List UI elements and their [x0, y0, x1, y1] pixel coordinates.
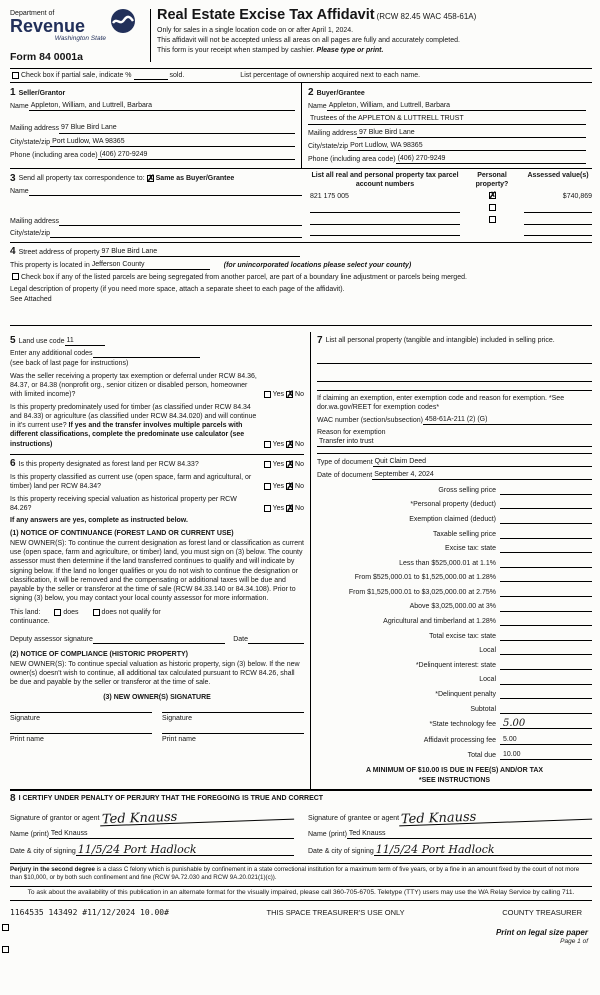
tax-row-label: Excise tax: state: [445, 545, 496, 553]
additional-codes-field[interactable]: [93, 350, 201, 358]
section-7: [310, 332, 592, 789]
grantee-print-field[interactable]: Ted Knauss: [347, 829, 592, 839]
seller-name-field[interactable]: Appleton, William, and Luttrell, Barbara: [29, 101, 295, 111]
parcel-number-2[interactable]: [310, 205, 460, 213]
parcel-row-1: [310, 192, 592, 201]
signature-label-2: Signature: [162, 714, 192, 722]
form-header: [10, 6, 592, 64]
s6q3-no-label: No: [295, 504, 304, 512]
section-6-number: 6: [10, 457, 16, 469]
print-name-label-2: Print name: [162, 735, 196, 743]
tax-row-value[interactable]: 10.00: [500, 750, 592, 760]
perjury-rest: is a class C felony which is punishable by confinement in a state correctional institution for a maximum term of five years, or by a fine in an amount fixed by the court of not more than $10,000, or by both such confinement and fine (RCW 9A.72.030 and RCW 9A.20.021(1)(c)).: [10, 865, 580, 882]
instruction-line-1: Only for sales in a single location code on or after April 1, 2024.: [157, 26, 354, 34]
same-as-buyer-label: Same as Buyer/Grantee: [155, 175, 235, 183]
form-number: Form 84 0001a: [10, 50, 83, 63]
tax-row: [317, 559, 592, 568]
notice-continuance-body: NEW OWNER(S): To continue the current designation as forest land or classification as current use (open space, farm and agriculture, or timber) land, you must sign on (3) below. The county assessor must then determine if the land transferred continues to qualify and will indicate by signing below. If the land no longer qualifies or you do not wish to continue the designation or classification, it will be removed and the compensating or additional taxes will be due and payable by the seller or transferor at the time of sale (RCW 84.33.140 or 84.34.108). Prior to signing (3) below, you may contact your local county assessor for more information.: [10, 540, 304, 602]
tax-row-label: Agricultural and timberland at 1.28%: [383, 618, 496, 626]
instruction-line-3: [157, 46, 592, 55]
tax-row: [317, 719, 592, 729]
type-of-document-label: Type of document: [317, 459, 373, 467]
grantee-date-city-field[interactable]: 11/5/24 Port Hadlock: [374, 845, 592, 856]
county-treasurer-label: COUNTY TREASURER: [502, 907, 582, 917]
left-column: [10, 332, 310, 789]
tax-row-label: From $1,525,000.01 to $3,025,000.00 at 2.75%: [348, 588, 496, 596]
personal-property-checkbox-1[interactable]: [489, 192, 496, 199]
assessed-value-3[interactable]: [524, 217, 592, 225]
parcel-number-1[interactable]: 821 175 005: [310, 193, 349, 201]
buyer-name-label: Name: [308, 103, 327, 111]
tax-row-value[interactable]: [500, 487, 592, 495]
notice-continuance-title: (1) NOTICE OF CONTINUANCE (FOREST LAND OR CURRENT USE): [10, 530, 234, 538]
reason-exemption-label: Reason for exemption: [317, 428, 386, 436]
section-2-buyer: [301, 83, 592, 167]
seller-buyer-sections: [10, 83, 592, 168]
timber-agriculture-text: [10, 403, 262, 448]
section-7-number: 7: [317, 334, 323, 346]
tax-row-label: Subtotal: [470, 705, 496, 713]
corr-city-label: City/state/zip: [10, 230, 51, 238]
s6q2-yes-label: Yes: [272, 482, 285, 490]
seller-mailing-field[interactable]: 97 Blue Bird Lane: [59, 123, 295, 133]
partial-sale-row: [10, 68, 592, 83]
treasurer-row: [10, 903, 592, 922]
notice-compliance-title: (2) NOTICE OF COMPLIANCE (HISTORIC PROPERTY): [10, 651, 188, 659]
land-does-label: does: [63, 608, 79, 616]
parcel-numbers-header: List all real and personal property tax parcel account numbers: [311, 171, 459, 188]
tax-row-value[interactable]: [500, 677, 592, 685]
land-use-field[interactable]: 11: [65, 336, 105, 346]
tax-row: [317, 750, 592, 760]
s5q2-no-checkbox[interactable]: [286, 441, 293, 448]
s5q1-no-checkbox[interactable]: [286, 391, 293, 398]
perjury-bold: Perjury in the second degree: [10, 865, 95, 873]
same-as-buyer-checkbox[interactable]: [147, 175, 154, 182]
s6q2-no-label: No: [295, 482, 304, 490]
owner-signature-2[interactable]: [162, 712, 304, 723]
partial-percent-line[interactable]: [134, 72, 168, 80]
document-block: [317, 453, 592, 480]
deputy-date-label: Date: [233, 636, 248, 644]
section-6: [10, 454, 304, 744]
tax-row-label: Total due: [467, 752, 496, 760]
parcel-row-4: [310, 228, 592, 236]
tax-row: [317, 530, 592, 539]
buyer-phone-field[interactable]: (406) 270-9249: [396, 154, 586, 164]
s5q2-yes-checkbox[interactable]: [264, 441, 271, 448]
this-land-label: This land:: [10, 608, 41, 616]
historic-property-text: Is this property receiving special valuation as historical property per RCW 84.26?: [10, 495, 237, 512]
grantor-print-field[interactable]: Ted Knauss: [49, 829, 294, 839]
assessed-value-header: Assessed value(s): [527, 171, 589, 179]
section-1-number: 1: [10, 87, 16, 99]
partial-sale-checkbox[interactable]: [12, 72, 19, 79]
tax-row-value[interactable]: [500, 633, 592, 641]
tax-row-label: Above $3,025,000.00 at 3%: [409, 603, 496, 611]
tax-row-label: *Delinquent interest: state: [415, 661, 496, 669]
main-columns: [10, 332, 592, 790]
partial-sale-label: Check box if partial sale, indicate %: [21, 72, 132, 80]
owner-signature-1[interactable]: [10, 712, 152, 723]
located-in-label: This property is located in: [10, 262, 90, 270]
historic-property-question: [10, 495, 304, 513]
buyer-phone-label: Phone (including area code): [308, 155, 396, 163]
forest-land-text: Is this property designated as forest land per RCW 84.33?: [18, 460, 199, 468]
tax-row: [317, 675, 592, 684]
ownership-percent-note: List percentage of ownership acquired next to each name.: [240, 72, 421, 80]
tax-row: [317, 735, 592, 745]
personal-property-checkbox-3[interactable]: [489, 216, 496, 223]
tax-row-value[interactable]: [500, 545, 592, 553]
personal-property-list-label: List all personal property (tangible and intangible) included in selling price.: [325, 336, 555, 344]
section-2-title: Buyer/Grantee: [316, 89, 365, 97]
section-8-certification: [10, 790, 592, 860]
tax-row: [317, 632, 592, 641]
tax-row-value[interactable]: [500, 560, 592, 568]
s6q1-no-label: No: [295, 460, 304, 468]
grantor-signature-label: Signature of grantor or agent: [10, 814, 100, 822]
tax-row-label: Exemption claimed (deduct): [409, 515, 496, 523]
seller-mailing-label: Mailing address: [10, 125, 60, 133]
perjury-note: [10, 863, 592, 884]
signature-label-1: Signature: [10, 714, 40, 722]
buyer-mailing-field[interactable]: 97 Blue Bird Lane: [357, 128, 586, 138]
tax-row-value[interactable]: 5.00: [500, 719, 592, 729]
dor-logo-icon: [110, 8, 136, 37]
buyer-name-field[interactable]: Appleton, William, and Luttrell, Barbara: [327, 101, 586, 111]
personal-property-checkbox-2[interactable]: [489, 204, 496, 211]
assessed-value-4[interactable]: [524, 228, 592, 236]
seller-city-field[interactable]: Port Ludlow, WA 98365: [50, 137, 295, 147]
timber-question-normal: Is this property predominately used for timber (as classified under RCW 84.34 and 84.33) or agriculture (as classified under RCW 84.34.020) and will continue in it's current use?: [10, 404, 257, 430]
section-3-number: 3: [10, 172, 16, 184]
tax-row-label: Affidavit processing fee: [423, 736, 496, 744]
buyer-city-label: City/state/zip: [308, 142, 349, 150]
grantee-print-label: Name (print): [308, 831, 347, 838]
seller-phone-label: Phone (including area code): [10, 151, 98, 159]
s5q1-yes-label: Yes: [272, 391, 285, 399]
tax-row-value[interactable]: [500, 647, 592, 655]
land-does-not-checkbox[interactable]: [93, 609, 100, 616]
tax-row: [317, 573, 592, 582]
buyer-name2-field[interactable]: Trustees of the APPLETON & LUTTRELL TRUST: [308, 114, 586, 124]
tax-row: [317, 661, 592, 670]
grantor-signature-field[interactable]: Ted Knauss: [99, 808, 294, 826]
section-4-number: 4: [10, 246, 16, 258]
deputy-assessor-signature-line[interactable]: [93, 636, 225, 644]
corr-mailing-label: Mailing address: [10, 217, 60, 225]
section-1-seller: [10, 83, 301, 167]
reason-exemption-field[interactable]: Transfer into trust: [317, 437, 592, 447]
wac-number-field[interactable]: 458-61A-211 (2) (G): [423, 415, 592, 425]
rcw-reference: (RCW 82.45 WAC 458-61A): [376, 12, 477, 21]
exemption-note: If claiming an exemption, enter exemption code and reason for exemption. *See dor.wa.gov/REET for exemption codes*: [317, 394, 565, 411]
partial-sold-label: sold.: [169, 72, 185, 80]
tax-row: [317, 544, 592, 553]
land-does-not-label: does not qualify for: [101, 608, 161, 616]
page-number: Page 1 of: [560, 938, 588, 946]
tax-row: [317, 690, 592, 699]
tax-row: [317, 486, 592, 495]
minimum-due-note: A MINIMUM OF $10.00 IS DUE IN FEE(S) AND/OR TAX: [365, 767, 544, 775]
parcel-number-3[interactable]: [310, 217, 460, 225]
corr-name-label: Name: [10, 187, 29, 195]
buyer-mailing-label: Mailing address: [308, 129, 358, 137]
assessed-value-1[interactable]: $740,869: [562, 193, 592, 201]
print-name-label-1: Print name: [10, 735, 44, 743]
s5q2-yes-label: Yes: [272, 440, 285, 448]
seller-name-label: Name: [10, 103, 29, 111]
grantee-signature-label: Signature of grantee or agent: [308, 814, 400, 822]
street-address-label: Street address of property: [18, 249, 100, 257]
s5q2-no-label: No: [295, 440, 304, 448]
tax-row-value[interactable]: [500, 589, 592, 597]
tax-row-value[interactable]: [500, 501, 592, 509]
washington-state-label: Washington State: [54, 35, 106, 43]
grantee-date-city-label: Date & city of signing: [308, 847, 374, 855]
tax-row-value[interactable]: [500, 604, 592, 612]
owner-print-name-1[interactable]: [10, 733, 152, 744]
receipt-note: This form is your receipt when stamped by cashier.: [157, 47, 315, 55]
type-of-document-field[interactable]: Quit Claim Deed: [373, 457, 592, 467]
additional-codes-label: Enter any additional codes: [10, 349, 93, 357]
parcel-row-2: [310, 204, 592, 213]
date-of-document-field[interactable]: September 4, 2024: [372, 470, 592, 480]
complete-as-instructed-note: If any answers are yes, complete as instructed below.: [10, 517, 188, 525]
s6q3-yes-checkbox[interactable]: [264, 505, 271, 512]
type-or-print-note: Please type or print.: [316, 47, 384, 55]
exemption-block: [317, 390, 592, 447]
current-use-text: Is this property classified as current use (open space, farm and agricultural, or timber) land per RCW 84.34?: [10, 473, 252, 490]
send-correspondence-label: Send all property tax correspondence to:: [18, 175, 145, 183]
tax-row: [317, 602, 592, 611]
tax-row: [317, 617, 592, 626]
instruction-line-2: This affidavit will not be accepted unless all areas on all pages are fully and accurately completed.: [157, 36, 460, 44]
s6q2-yes-checkbox[interactable]: [264, 483, 271, 490]
personal-property-line-1[interactable]: [317, 356, 592, 364]
new-owners-signature-title: (3) NEW OWNER(S) SIGNATURE: [103, 693, 211, 701]
personal-property-line-2[interactable]: [317, 374, 592, 382]
seller-city-label: City/state/zip: [10, 138, 51, 146]
tax-row: [317, 588, 592, 597]
notice-compliance-body: NEW OWNER(S): To continue special valuation as historic property, sign (3) below. If the new owner(s) doesn't wish to continue, all additional tax calculated pursuant to RCW 84.26, shall be due and payable by the seller or transferor at the time of sale.: [10, 661, 300, 687]
timber-agriculture-question: [10, 403, 304, 448]
certify-statement: I CERTIFY UNDER PENALTY OF PERJURY THAT THE FOREGOING IS TRUE AND CORRECT: [18, 795, 324, 803]
tax-row-label: Local: [479, 676, 496, 684]
section-4-property: [10, 243, 592, 325]
segregated-label: Check box if any of the listed parcels are being segregated from another parcel, are part of a boundary line adjustment or parcels being merged.: [21, 274, 467, 282]
cashier-stamp: 1164535 143492 #11/12/2024 10.00#: [10, 907, 169, 917]
exemption-deferral-question: [10, 372, 304, 399]
deputy-assessor-label: Deputy assessor signature: [10, 636, 93, 644]
corr-name-field[interactable]: [29, 188, 302, 196]
tax-row-label: *Delinquent penalty: [435, 691, 496, 699]
corr-mailing-field[interactable]: [59, 218, 302, 226]
county-note: (for unincorporated locations please select your county): [223, 262, 412, 270]
county-field[interactable]: Jefferson County: [90, 260, 210, 270]
margin-checkbox-1[interactable]: [2, 924, 9, 931]
title-block: [151, 6, 592, 64]
tax-rows: [317, 486, 592, 761]
tax-row-label: From $525,000.01 to $1,525,000.00 at 1.28%: [354, 574, 496, 582]
tax-row-label: Total excise tax: state: [429, 632, 496, 640]
dept-of-label: Department of: [10, 10, 55, 17]
tax-row-label: Gross selling price: [438, 486, 496, 494]
correspondence-block: [10, 171, 310, 238]
s5q1-no-label: No: [295, 391, 304, 399]
continuance-label: continuance.: [10, 618, 50, 626]
current-use-question: [10, 473, 304, 491]
s6q1-yes-checkbox[interactable]: [264, 461, 271, 468]
corr-city-field[interactable]: [50, 230, 302, 238]
section-3-correspondence: [10, 169, 592, 243]
tax-row-value[interactable]: [500, 691, 592, 699]
tax-row: [317, 646, 592, 655]
tax-row-value[interactable]: [500, 531, 592, 539]
s6q1-yes-label: Yes: [272, 460, 285, 468]
section-1-title: Seller/Grantor: [18, 89, 66, 97]
tax-row-value[interactable]: 5.00: [500, 735, 592, 745]
see-instructions-note: *SEE INSTRUCTIONS: [418, 776, 491, 784]
wac-number-label: WAC number (section/subsection): [317, 416, 423, 424]
s5q1-yes-checkbox[interactable]: [264, 391, 271, 398]
tax-row-label: Local: [479, 647, 496, 655]
land-qualify-row: [10, 608, 304, 617]
tax-row-label: *State technology fee: [429, 721, 496, 729]
tax-row-value[interactable]: [500, 706, 592, 714]
section-5-number: 5: [10, 334, 16, 346]
tax-row-label: *Personal property (deduct): [410, 501, 496, 509]
tax-row-label: Less than $525,000.01 at 1.1%: [399, 559, 496, 567]
owner-print-name-2[interactable]: [162, 733, 304, 744]
grantee-signature-field[interactable]: Ted Knauss: [399, 808, 592, 826]
treasurer-space-label: THIS SPACE TREASURER'S USE ONLY: [266, 907, 405, 917]
section-8-number: 8: [10, 792, 16, 804]
forest-land-question: [10, 459, 304, 469]
grantor-date-city-field[interactable]: 11/5/24 Port Hadlock: [76, 845, 294, 856]
tax-row-value[interactable]: [500, 662, 592, 670]
additional-codes-note: (see back of last page for instructions): [10, 359, 129, 367]
legal-description-label: Legal description of property (if you need more space, attach a separate sheet to each page of the affidavit).: [10, 286, 345, 294]
land-does-checkbox[interactable]: [54, 609, 61, 616]
segregated-checkbox[interactable]: [12, 273, 19, 280]
timber-question-bold: If yes and the transfer involves multiple parcels with different classifications, complete the predominate use calculator (see instructions): [10, 422, 245, 448]
personal-property-header: Personal property?: [475, 171, 509, 188]
street-address-field[interactable]: 97 Blue Bird Lane: [100, 247, 300, 257]
grantor-print-label: Name (print): [10, 831, 49, 838]
s6q3-no-checkbox[interactable]: [286, 505, 293, 512]
parcel-row-3: [310, 216, 592, 225]
legal-description-value[interactable]: See Attached: [10, 296, 52, 304]
land-use-label: Land use code: [18, 337, 65, 345]
tax-row-value[interactable]: [500, 618, 592, 626]
margin-checkbox-2[interactable]: [2, 946, 9, 953]
grantor-date-city-label: Date & city of signing: [10, 847, 76, 855]
revenue-wordmark: Revenue: [10, 16, 86, 37]
parcel-table: [310, 171, 592, 238]
page-title: Real Estate Excise Tax Affidavit: [157, 7, 375, 23]
alternate-format-note: To ask about the availability of this publication in an alternate format for the visually impaired, please call 360-705-6705. Teletype (TTY) users may use the WA Relay Service by calling 711.: [10, 886, 592, 901]
tax-row-label: Taxable selling price: [432, 530, 496, 538]
legal-size-note: Print on legal size paper: [495, 928, 588, 938]
deputy-date-line[interactable]: [248, 636, 304, 644]
date-of-document-label: Date of document: [317, 472, 373, 480]
buyer-city-field[interactable]: Port Ludlow, WA 98365: [348, 141, 586, 151]
s6q2-no-checkbox[interactable]: [286, 483, 293, 490]
tax-row: [317, 705, 592, 714]
parcel-number-4[interactable]: [310, 228, 460, 236]
s6q3-yes-label: Yes: [272, 504, 285, 512]
tax-row-value[interactable]: [500, 574, 592, 582]
tax-row: [317, 515, 592, 524]
dor-logo-block: [10, 6, 150, 64]
exemption-deferral-text: Was the seller receiving a property tax exemption or deferral under RCW 84.36, 84.37, or 84.38 (nonprofit org., senior citizen or disabled person, homeowner with limited income)?: [10, 372, 257, 399]
assessed-value-2[interactable]: [524, 205, 592, 213]
tax-row-value[interactable]: [500, 516, 592, 524]
seller-phone-field[interactable]: (406) 270-9249: [98, 150, 295, 160]
tax-row: [317, 500, 592, 509]
bottom-row: [10, 928, 592, 947]
s6q1-no-checkbox[interactable]: [286, 461, 293, 468]
section-2-number: 2: [308, 87, 314, 99]
